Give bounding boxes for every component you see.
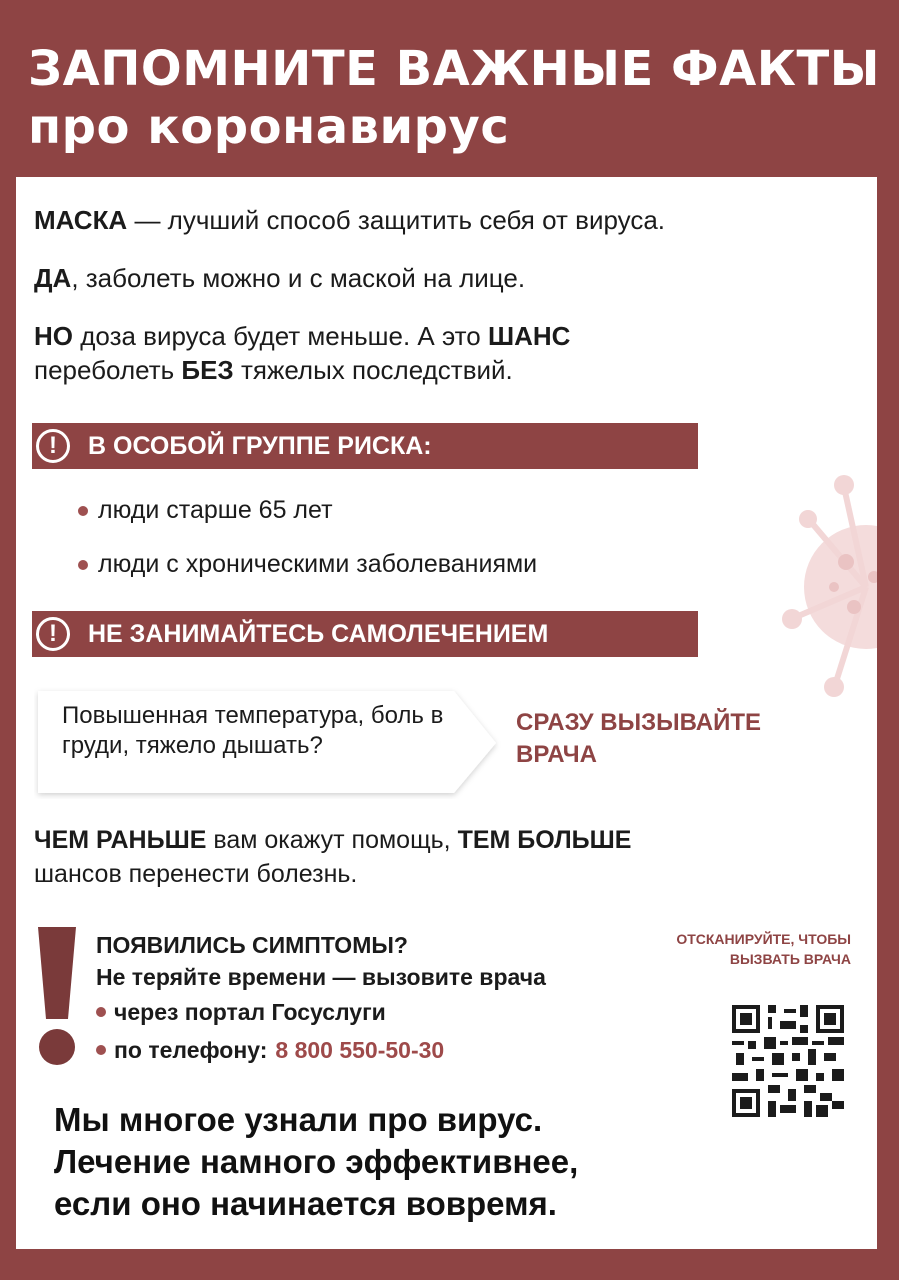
fact-but bbox=[34, 319, 570, 387]
scan-qr-label: ОТСКАНИРУЙТЕ, ЧТОБЫ ВЫЗВАТЬ ВРАЧА bbox=[676, 931, 851, 967]
fact-overcome-text: переболеть bbox=[34, 355, 182, 385]
fact-yes-bold: ДА bbox=[34, 263, 72, 293]
sooner-rest: шансов перенести болезнь. bbox=[34, 860, 358, 888]
closing-line-1: Мы многое узнали про вирус. bbox=[54, 1101, 543, 1138]
content-card bbox=[16, 177, 877, 1249]
fact-but-bold: НО bbox=[34, 321, 73, 351]
symptoms-question: Повышенная температура, боль в груди, тяжело дышать? bbox=[62, 702, 444, 759]
risk-group-heading: В ОСОБОЙ ГРУППЕ РИСКА: bbox=[88, 431, 432, 460]
fact-chance-bold: ШАНС bbox=[487, 321, 571, 351]
list-item: люди старше 65 лет bbox=[78, 495, 537, 549]
contact-via-phone: по телефону: 8 800 550-50-30 bbox=[96, 1031, 696, 1069]
fact-without-text: тяжелых последствий. bbox=[233, 355, 513, 385]
exclamation-icon: ! bbox=[36, 617, 70, 651]
risk-group-banner bbox=[32, 423, 698, 469]
virus-illustration-icon bbox=[776, 467, 877, 707]
symptoms-subheading: Не теряйте времени — вызовите врача bbox=[96, 964, 546, 990]
more-bold: ТЕМ БОЛЬШЕ bbox=[457, 826, 632, 854]
sooner-bold: ЧЕМ РАНЬШЕ bbox=[34, 826, 207, 854]
self-medication-heading: НЕ ЗАНИМАЙТЕСЬ САМОЛЕЧЕНИЕМ bbox=[88, 619, 549, 648]
self-medication-banner bbox=[32, 611, 698, 657]
risk-group-list bbox=[78, 495, 537, 603]
fact-mask-text: — лучший способ защитить себя от вируса. bbox=[127, 205, 666, 235]
list-item: люди с хроническими заболеваниями bbox=[78, 549, 537, 603]
closing-message bbox=[54, 1099, 578, 1225]
bullet-icon bbox=[96, 1045, 106, 1055]
symptoms-question-box bbox=[34, 687, 494, 797]
closing-line-3: если оно начинается вовремя. bbox=[54, 1185, 557, 1222]
sooner-better bbox=[34, 823, 631, 891]
title-line-2: про коронавирус bbox=[28, 99, 510, 155]
fact-mask bbox=[34, 203, 665, 237]
exclamation-icon: ! bbox=[36, 429, 70, 463]
bullet-icon bbox=[96, 1007, 106, 1017]
page-title bbox=[28, 40, 880, 156]
phone-number[interactable]: 8 800 550-50-30 bbox=[275, 1037, 445, 1063]
closing-line-2: Лечение намного эффективнее, bbox=[54, 1143, 579, 1180]
fact-without-bold: БЕЗ bbox=[181, 355, 234, 385]
call-doctor-now: СРАЗУ ВЫЗЫВАЙТЕ ВРАЧА bbox=[516, 709, 762, 768]
sooner-text: вам окажут помощь, bbox=[206, 826, 458, 854]
large-exclamation-icon bbox=[34, 927, 80, 1067]
symptoms-block bbox=[96, 929, 696, 1069]
fact-yes bbox=[34, 261, 525, 295]
fact-mask-bold: МАСКА bbox=[34, 205, 128, 235]
bullet-icon bbox=[78, 506, 88, 516]
qr-code-icon[interactable] bbox=[732, 1005, 844, 1117]
title-line-1: ЗАПОМНИТЕ ВАЖНЫЕ ФАКТЫ bbox=[28, 41, 880, 97]
fact-but-text: доза вируса будет меньше. А это bbox=[73, 321, 488, 351]
contact-via-portal: через портал Госуслуги bbox=[96, 993, 696, 1031]
symptoms-heading: ПОЯВИЛИСЬ СИМПТОМЫ? bbox=[96, 932, 408, 958]
bullet-icon bbox=[78, 560, 88, 570]
fact-yes-text: , заболеть можно и с маской на лице. bbox=[71, 263, 526, 293]
